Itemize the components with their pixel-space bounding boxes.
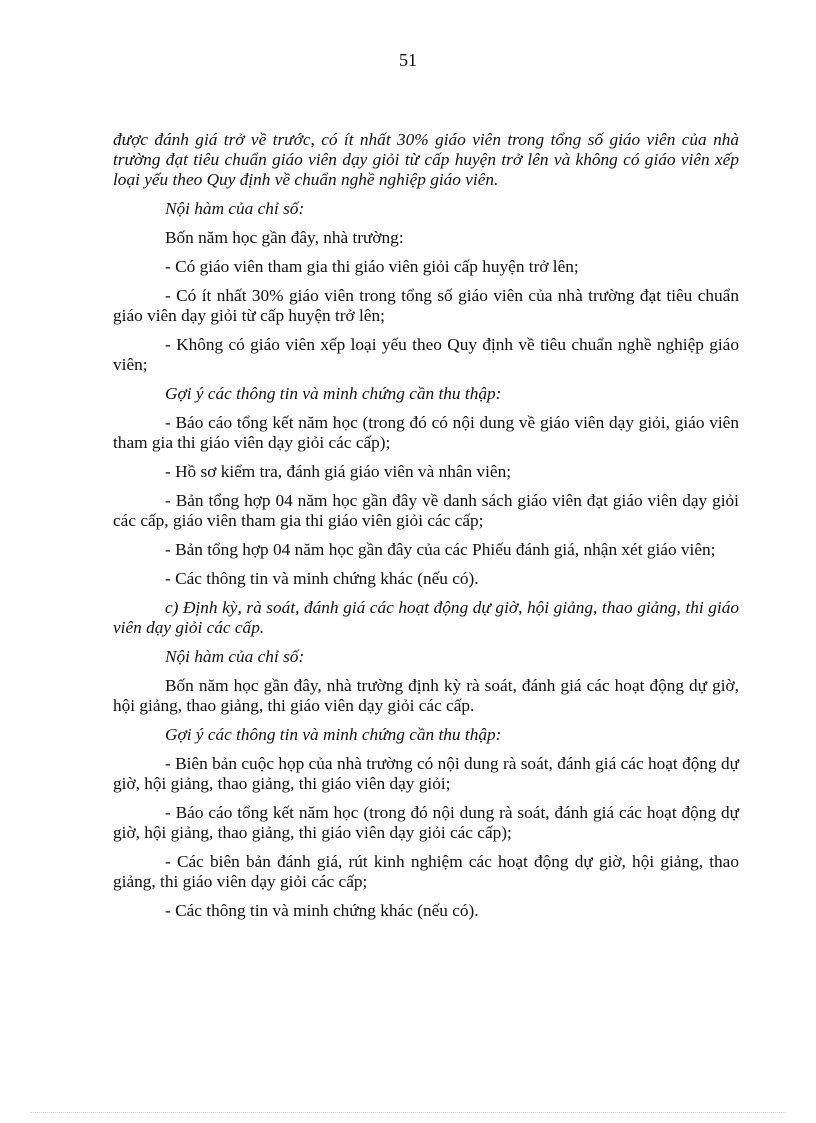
evidence-heading: Gợi ý các thông tin và minh chứng cần thu thập: [165,384,502,403]
scope-intro: Bốn năm học gần đây, nhà trường định kỳ rà soát, đánh giá các hoạt động dự giờ, hội giảng, thao giảng, thi giáo viên dạy giỏi các cấp. [113,676,739,715]
indicator-scope-heading: Nội hàm của chỉ số: [165,199,305,218]
evidence-item: - Bản tổng hợp 04 năm học gần đây của các Phiếu đánh giá, nhận xét giáo viên; [165,540,716,559]
evidence-item: - Các thông tin và minh chứng khác (nếu có). [165,901,479,920]
evidence-heading: Gợi ý các thông tin và minh chứng cần thu thập: [165,725,502,744]
page-number: 51 [399,50,417,70]
criterion-continuation: được đánh giá trở về trước, có ít nhất 30% giáo viên trong tổng số giáo viên của nhà trường đạt tiêu chuẩn giáo viên dạy giỏi từ cấp huyện trở lên và không có giáo viên xếp loại yếu theo Quy định về chuẩn nghề nghiệp giáo viên. [113,130,739,189]
criterion-c-heading: c) Định kỳ, rà soát, đánh giá các hoạt động dự giờ, hội giảng, thao giảng, thi giáo viên dạy giỏi các cấp. [113,598,739,637]
document-body [113,130,739,930]
evidence-item: - Báo cáo tổng kết năm học (trong đó có nội dung về giáo viên dạy giỏi, giáo viên tham gia thi giáo viên dạy giỏi các cấp); [113,413,739,452]
evidence-item: - Báo cáo tổng kết năm học (trong đó nội dung rà soát, đánh giá các hoạt động dự giờ, hội giảng, thao giảng, thi giáo viên dạy giỏi các cấp); [113,803,739,842]
scope-item: - Có giáo viên tham gia thi giáo viên giỏi cấp huyện trở lên; [165,257,579,276]
page-bottom-divider [30,1112,786,1113]
evidence-item: - Biên bản cuộc họp của nhà trường có nội dung rà soát, đánh giá các hoạt động dự giờ, hội giảng, thao giảng, thi giáo viên dạy giỏi; [113,754,739,793]
evidence-item: - Hồ sơ kiểm tra, đánh giá giáo viên và nhân viên; [165,462,512,481]
indicator-scope-heading: Nội hàm của chỉ số: [165,647,305,666]
scope-item: - Có ít nhất 30% giáo viên trong tổng số giáo viên của nhà trường đạt tiêu chuẩn giáo viên dạy giỏi từ cấp huyện trở lên; [113,286,739,325]
evidence-item: - Bản tổng hợp 04 năm học gần đây về danh sách giáo viên đạt giáo viên dạy giỏi các cấp, giáo viên tham gia thi giáo viên giỏi các cấp; [113,491,739,530]
evidence-item: - Các thông tin và minh chứng khác (nếu có). [165,569,479,588]
scope-item: - Không có giáo viên xếp loại yếu theo Quy định về tiêu chuẩn nghề nghiệp giáo viên; [113,335,739,374]
evidence-item: - Các biên bản đánh giá, rút kinh nghiệm các hoạt động dự giờ, hội giảng, thao giảng, thi giáo viên dạy giỏi các cấp; [113,852,739,891]
scope-intro: Bốn năm học gần đây, nhà trường: [165,228,404,247]
